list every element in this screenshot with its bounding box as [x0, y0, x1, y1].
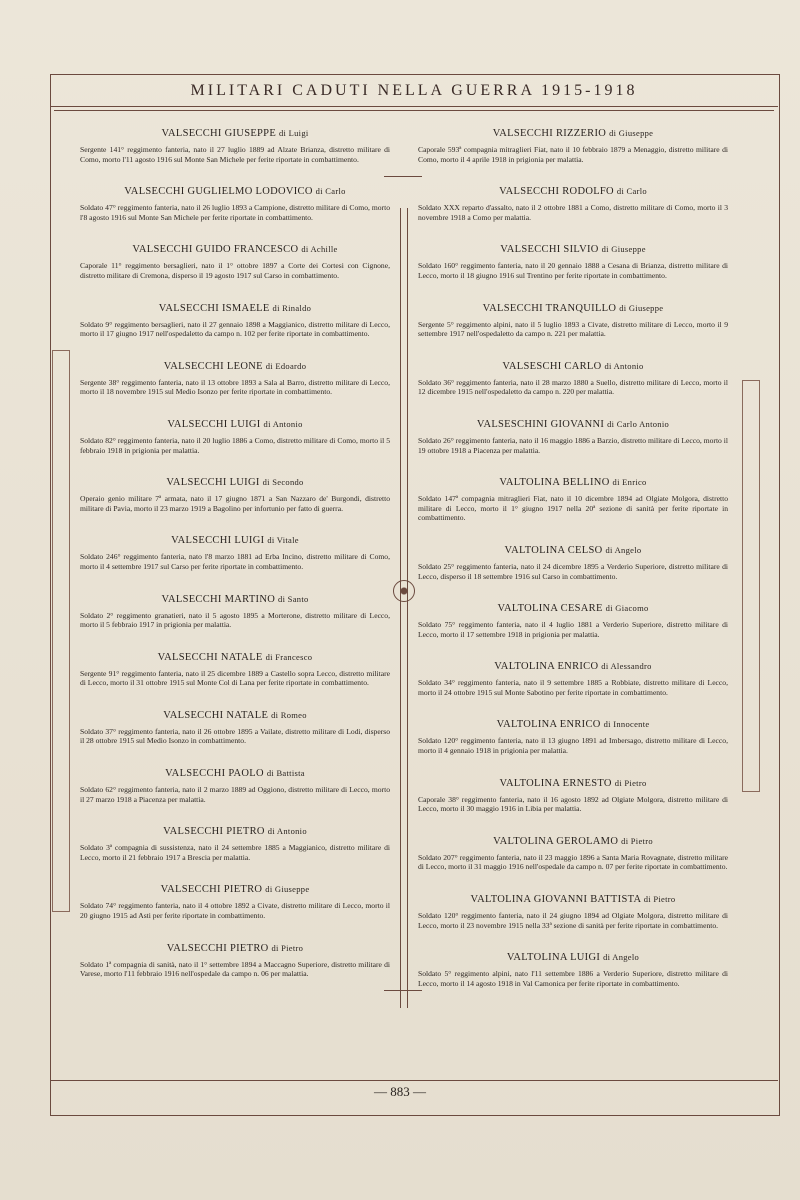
entry-surname-given: VALSECCHI LEONE — [163, 360, 263, 372]
entry-text: Soldato 26° reggimento fanteria, nato il 16 maggio 1886 a Barzio, distretto militare di Lecco, morto il 19 ottobre 1918 a Piacenza per malattia. — [418, 435, 728, 455]
entry-text: Soldato 47° reggimento fanteria, nato il 26 luglio 1893 a Campione, distretto militare di Como, morto l'8 agosto 1916 sul Monte San Michele per ferite riportate in combattimento. — [80, 203, 390, 222]
entry-name — [418, 603, 728, 614]
entry-name — [418, 836, 728, 847]
entry-name — [418, 778, 728, 789]
entry-name — [418, 361, 728, 372]
entry-surname-given: VALTOLINA CESARE — [497, 603, 603, 615]
entry-name — [418, 952, 728, 963]
entry-text: Soldato 74° reggimento fanteria, nato il 4 ottobre 1892 a Civate, distretto militare di Lecco, morto il 20 giugno 1915 ad Asti per ferite riportate in combattimento. — [80, 901, 390, 921]
entry-surname-given: VALSECCHI ISMAELE — [158, 302, 270, 314]
footer-rule — [50, 1080, 778, 1081]
entry-name — [80, 826, 390, 837]
entry-surname-given: VALSECCHI PAOLO — [165, 768, 264, 780]
entry-parent: di Luigi — [278, 128, 309, 138]
list-item — [418, 603, 728, 639]
list-item — [80, 768, 390, 804]
header-rule — [54, 110, 774, 111]
entry-name — [80, 303, 390, 314]
entry-name — [80, 884, 390, 895]
entry-text: Soldato 5° reggimento alpini, nato l'11 settembre 1886 a Verderio Superiore, distretto militare di Lecco, morto il 14 agosto 1918 in Val Camonica per ferite riportate in combattimento. — [418, 969, 728, 988]
entry-text: Sergente 91° reggimento fanteria, nato il 25 dicembre 1889 a Castello sopra Lecco, distretto militare di Lecco, morto il 31 ottobre 1915 sul Monte Col di Lana per ferite riportate in combattimento. — [80, 668, 390, 688]
entry-surname-given: VALSECCHI TRANQUILLO — [482, 302, 617, 314]
entry-surname-given: VALSECCHI MARTINO — [161, 593, 276, 605]
entry-text: Sergente 38° reggimento fanteria, nato il 13 ottobre 1893 a Sala al Barro, distretto militare di Lecco, morto il 18 novembre 1915 sul Medio Isonzo per ferite riportate in combattimento. — [80, 377, 390, 397]
rosette-icon — [393, 580, 415, 602]
entry-surname-given: VALTOLINA ERNESTO — [499, 777, 612, 789]
entry-surname-given: VALSESCHI CARLO — [502, 360, 602, 372]
entry-surname-given: VALTOLINA BELLINO — [499, 477, 610, 489]
entry-text: Soldato 36° reggimento fanteria, nato il 28 marzo 1880 a Suello, distretto militare di Lecco, morto il 12 dicembre 1915 nell'ospedaletto da campo n. 220 per malattia. — [418, 377, 728, 397]
entry-name — [80, 128, 390, 139]
center-pillar-icon — [396, 148, 410, 1008]
entry-text: Soldato 37° reggimento fanteria, nato il 26 ottobre 1895 a Vailate, distretto militare di Lodi, disperso il 28 ottobre 1915 sul Medio Isonzo in combattimento. — [80, 726, 390, 746]
entry-surname-given: VALSECCHI NATALE — [157, 651, 263, 663]
list-item — [418, 778, 728, 814]
entry-text: Soldato 2° reggimento granatieri, nato il 5 agosto 1895 a Morterone, distretto militare di Lecco, morto il 5 febbraio 1917 in prigionia per malattia. — [80, 610, 390, 630]
header-band — [50, 76, 778, 107]
entry-parent: di Romeo — [271, 709, 307, 720]
entry-parent: di Antonio — [267, 826, 307, 837]
pillar-shaft — [400, 208, 408, 1008]
entry-parent: di Enrico — [612, 477, 647, 488]
entry-parent: di Giacomo — [605, 603, 649, 614]
list-item — [80, 652, 390, 688]
entry-surname-given: VALTOLINA LUIGI — [506, 952, 601, 964]
entry-name — [80, 768, 390, 779]
entry-parent: di Alessandro — [601, 661, 652, 672]
left-column — [80, 128, 390, 1001]
entry-parent: di Carlo — [315, 186, 346, 197]
list-item — [80, 477, 390, 513]
list-item — [80, 884, 390, 920]
entry-text: Soldato 160° reggimento fanteria, nato il 20 gennaio 1888 a Cesana di Brianza, distretto militare di Lecco, morto il 18 giugno 1916 sul Trentino per ferite riportate in combattimento. — [418, 261, 728, 280]
entry-name — [418, 894, 728, 905]
entry-name — [80, 594, 390, 605]
entry-parent: di Antonio — [263, 418, 303, 429]
entry-surname-given: VALTOLINA ENRICO — [496, 719, 601, 731]
entry-parent: di Giuseppe — [609, 128, 654, 138]
entry-parent: di Giuseppe — [265, 884, 310, 895]
entry-name — [80, 652, 390, 663]
entry-surname-given: VALTOLINA CELSO — [504, 544, 603, 556]
list-item — [418, 661, 728, 697]
entry-name — [80, 419, 390, 430]
entry-name — [80, 943, 390, 954]
entry-name — [80, 244, 390, 255]
entry-surname-given: VALSECCHI LUIGI — [171, 535, 265, 547]
list-item — [80, 710, 390, 746]
entry-surname-given: VALSECCHI GIUSEPPE — [161, 128, 277, 139]
entry-name — [418, 719, 728, 730]
list-item — [418, 477, 728, 523]
entry-parent: di Battista — [266, 768, 305, 779]
entry-name — [418, 661, 728, 672]
entry-text: Sergente 5° reggimento alpini, nato il 5 luglio 1893 a Civate, distretto militare di Lecco, morto il 9 settembre 1917 nell'ospedaletto da campo n. 221 per malattia. — [418, 319, 728, 339]
entry-surname-given: VALSECCHI PIETRO — [163, 826, 265, 838]
entry-text: Sergente 141° reggimento fanteria, nato il 27 luglio 1889 ad Alzate Brianza, distretto militare di Como, morto l'11 agosto 1916 sul Monte San Michele per ferite riportate in combattimento. — [80, 145, 390, 164]
entry-text: Soldato 207° reggimento fanteria, nato il 23 maggio 1896 a Santa Maria Rovagnate, distretto militare di Lecco, morto il 31 maggio 1916 nell'ospedale da campo n. 07 per ferite riportate in combattimento. — [418, 852, 728, 872]
list-item — [80, 244, 390, 280]
entry-parent: di Antonio — [604, 360, 644, 371]
entry-surname-given: VALSECCHI NATALE — [163, 709, 269, 721]
entry-parent: di Giuseppe — [619, 302, 664, 313]
entry-name — [80, 535, 390, 546]
entry-text: Soldato 120° reggimento fanteria, nato il 13 giugno 1891 ad Imbersago, distretto militare di Lecco, morto il 4 gennaio 1918 in prigionia per malattia. — [418, 736, 728, 756]
entry-text: Soldato XXX reparto d'assalto, nato il 2 ottobre 1881 a Como, distretto militare di Como, morto il 3 novembre 1918 a Como per malattia. — [418, 203, 728, 222]
entry-name — [80, 710, 390, 721]
entry-text: Soldato 82° reggimento fanteria, nato il 20 luglio 1886 a Como, distretto militare di Como, morto il 5 febbraio 1918 in prigionia per malattia. — [80, 435, 390, 455]
page-number: — 883 — — [374, 1084, 426, 1099]
list-item — [418, 361, 728, 397]
entry-surname-given: VALSESCHINI GIOVANNI — [476, 418, 605, 430]
list-item — [418, 303, 728, 339]
list-item — [418, 128, 728, 164]
entry-surname-given: VALSECCHI PIETRO — [160, 884, 263, 896]
entry-text: Soldato 147ª compagnia mitraglieri Fiat, nato il 10 dicembre 1894 ad Olgiate Molgora, distretto militare di Lecco, morto il 1° giugno 1917 nella 20ª sezione di sanità per ferite riportate in combattimento. — [418, 494, 728, 523]
list-item — [418, 719, 728, 755]
entry-text: Caporale 593ª compagnia mitraglieri Fiat, nato il 10 febbraio 1879 a Menaggio, distretto militare di Como, morto il 4 aprile 1918 in prigionia per malattia. — [418, 145, 728, 164]
entry-parent: di Secondo — [262, 477, 304, 488]
entry-name — [418, 419, 728, 430]
list-item — [80, 419, 390, 455]
entry-name — [80, 361, 390, 372]
list-item — [418, 894, 728, 930]
entry-parent: di Giuseppe — [601, 244, 646, 255]
list-item — [418, 836, 728, 872]
entry-text: Soldato 62° reggimento fanteria, nato il 2 marzo 1889 ad Oggiono, distretto militare di Lecco, morto il 27 marzo 1918 a Piacenza per malattia. — [80, 785, 390, 804]
list-item — [80, 186, 390, 222]
entry-surname-given: VALSECCHI GUIDO FRANCESCO — [132, 244, 299, 256]
list-item — [80, 594, 390, 630]
entry-parent: di Rinaldo — [272, 302, 312, 313]
list-item — [418, 545, 728, 581]
entry-surname-given: VALSECCHI RODOLFO — [499, 186, 614, 198]
entry-parent: di Angelo — [605, 544, 642, 555]
entry-surname-given: VALTOLINA ENRICO — [494, 661, 599, 673]
entry-surname-given: VALSECCHI PIETRO — [166, 942, 269, 954]
entry-text: Caporale 38° reggimento fanteria, nato il 16 agosto 1892 ad Olgiate Molgora, distretto militare di Lecco, morto il 30 maggio 1916 in Libia per malattia. — [418, 794, 728, 814]
entry-name — [418, 303, 728, 314]
entry-name — [418, 186, 728, 197]
entry-parent: di Edoardo — [265, 360, 307, 371]
entry-parent: di Pietro — [643, 894, 676, 905]
entry-parent: di Carlo — [616, 186, 647, 197]
page-title: MILITARI CADUTI NELLA GUERRA 1915-1918 — [190, 82, 638, 99]
entry-parent: di Pietro — [271, 942, 304, 953]
entry-surname-given: VALTOLINA GIOVANNI BATTISTA — [470, 894, 641, 906]
list-item — [418, 419, 728, 455]
entry-parent: di Angelo — [603, 952, 640, 963]
list-item — [80, 303, 390, 339]
entry-text: Soldato 120° reggimento fanteria, nato il 24 giugno 1894 ad Olgiate Molgora, distretto militare di Lecco, morto il 23 novembre 1915 nella 33ª sezione di sanità per ferite riportate in combattimento. — [418, 911, 728, 930]
entry-parent: di Francesco — [265, 651, 313, 662]
entry-parent: di Vitale — [267, 535, 299, 546]
entry-text: Soldato 1ª compagnia di sanità, nato il 1° settembre 1894 a Maccagno Superiore, distretto militare di Varese, morto l'11 febbraio 1916 nell'ospedale da campo n. 06 per malattia. — [80, 959, 390, 979]
entry-parent: di Innocente — [603, 719, 650, 730]
entry-text: Soldato 3ª compagnia di sussistenza, nato il 24 settembre 1885 a Maggianico, distretto militare di Lecco, morto il 21 febbraio 1917 a Brescia per malattia. — [80, 843, 390, 862]
list-item — [80, 361, 390, 397]
list-item — [418, 952, 728, 988]
entry-surname-given: VALSECCHI RIZZERIO — [492, 128, 607, 139]
entry-parent: di Carlo Antonio — [607, 418, 670, 429]
entry-text: Caporale 11° reggimento bersaglieri, nato il 1° ottobre 1897 a Corte dei Cortesi con Cignone, distretto militare di Cremona, disperso il 19 agosto 1917 sul Carso in combattimento. — [80, 261, 390, 280]
entry-surname-given: VALSECCHI LUIGI — [167, 418, 261, 430]
entry-parent: di Achille — [301, 244, 338, 255]
list-item — [80, 535, 390, 571]
entry-surname-given: VALSECCHI SILVIO — [500, 244, 599, 256]
list-item — [80, 128, 390, 164]
right-column — [418, 128, 728, 1010]
list-item — [418, 186, 728, 222]
entry-text: Soldato 9° reggimento bersaglieri, nato il 27 gennaio 1898 a Maggianico, distretto militare di Lecco, morto il 17 giugno 1917 nell'ospedaletto da campo n. 102 per ferite riportate in combattimento. — [80, 319, 390, 339]
entry-parent: di Pietro — [614, 777, 647, 788]
entry-text: Operaio genio militare 7ª armata, nato il 17 giugno 1871 a San Nazzaro de' Burgondi, distretto militare di Pavia, morto il 23 marzo 1919 a Bagolino per infortunio per fatto di guerra. — [80, 494, 390, 513]
list-item — [418, 244, 728, 280]
entry-text: Soldato 34° reggimento fanteria, nato il 9 settembre 1885 a Robbiate, distretto militare di Lecco, morto il 24 ottobre 1915 sul Monte Sabotino per ferite riportate in combattimento. — [418, 678, 728, 697]
entry-parent: di Pietro — [621, 835, 653, 846]
right-border-ornament-icon — [742, 380, 760, 792]
entry-surname-given: VALSECCHI LUIGI — [166, 477, 260, 489]
entry-name — [418, 477, 728, 488]
entry-text: Soldato 75° reggimento fanteria, nato il 4 luglio 1881 a Verderio Superiore, distretto militare di Lecco, morto il 17 settembre 1918 in prigionia per malattia. — [418, 620, 728, 639]
entry-parent: di Santo — [278, 593, 309, 604]
list-item — [80, 826, 390, 862]
entry-surname-given: VALSECCHI GUGLIELMO LODOVICO — [124, 186, 313, 198]
list-item — [80, 943, 390, 979]
entry-name — [418, 244, 728, 255]
entry-text: Soldato 25° reggimento fanteria, nato il 24 dicembre 1895 a Verderio Superiore, distretto militare di Lecco, disperso il 18 settembre 1916 sul Carso in combattimento. — [418, 561, 728, 581]
entry-text: Soldato 246° reggimento fanteria, nato l'8 marzo 1881 ad Erba Incino, distretto militare di Como, morto il 4 settembre 1917 sul Carso per ferite riportate in combattimento. — [80, 552, 390, 571]
entry-name — [80, 186, 390, 197]
entry-name — [418, 128, 728, 139]
left-border-ornament-icon — [52, 350, 70, 912]
entry-name — [418, 545, 728, 556]
entry-surname-given: VALTOLINA GEROLAMO — [493, 835, 619, 847]
entry-name — [80, 477, 390, 488]
